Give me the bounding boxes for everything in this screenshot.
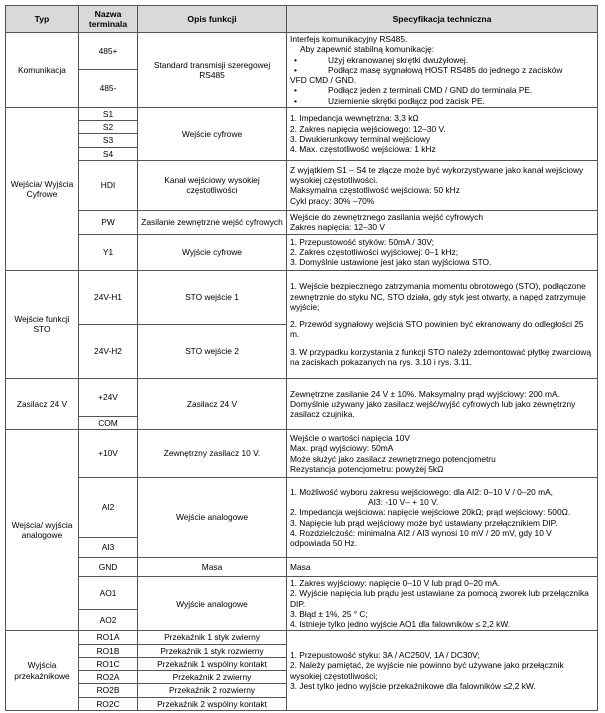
desc-ao: Wyjście analogowe [138,577,287,631]
table-row [6,270,598,324]
terminal-485plus: 485+ [79,33,138,70]
terminal-gnd: GND [79,558,138,577]
spec-line: 1. Przepustowość styków: 50mA / 30V; [290,236,434,247]
spec-line: 2. Należy pamiętać, że wyjście nie powinno być używane jako przełącznik wysokiej częstotliwości; [290,660,564,681]
terminal-ro1c: RO1C [79,657,138,670]
spec-line: 1. Możliwość wyboru zakresu wejściowego: dla AI2: 0–10 V / 0–20 mA, [290,486,554,497]
spec-line: 2. Przewód sygnałowy wejścia STO powinien być ekranowany do odległości 25 m. [290,319,584,340]
spec-pw [287,210,598,234]
terminal-s1: S1 [79,107,138,120]
terminal-ro1b: RO1B [79,644,138,657]
spec-line: Aby zapewnić stabilną komunikację: [300,44,435,55]
table-row [6,210,598,234]
spec-ai [287,478,598,558]
spec-line: 2. Zakres napięcia wejściowego: 12–30 V. [290,123,446,134]
type-wejscia-cyfrowe: Wejścia/ Wyjścia Cyfrowe [6,107,79,270]
desc-y1: Wyjście cyfrowe [138,234,287,270]
table-header-row [6,6,598,33]
spec-line: Z wyjątkiem S1 – S4 te złącze może być wykorzystywane jako kanał wejściowy wysokiej częstotliwości. [290,164,584,185]
type-analogowe: Wejścia/ wyjścia analogowe [6,430,79,631]
desc-plus10v: Zewnętrzny zasilacz 10 V. [138,430,287,478]
terminal-spec-table [5,5,598,711]
desc-sto-1: STO wejście 1 [138,270,287,324]
desc-wejscie-cyfrowe: Wejście cyfrowe [138,107,287,160]
type-komunikacja: Komunikacja [6,33,79,108]
desc-ro2b: Przekaźnik 2 rozwierny [138,684,287,697]
spec-line: 2. Impedancja wejściowa: napięcie wejściowe 20kΩ; prąd wejściowy: 500Ω. [290,507,571,518]
type-sto: Wejście funkcji STO [6,270,79,378]
spec-rs485 [287,33,598,108]
spec-line: AI3: -10 V– + 10 V. [368,497,439,507]
terminal-ro2b: RO2B [79,684,138,697]
desc-ro1a: Przekaźnik 1 styk zwierny [138,631,287,644]
terminal-ro1a: RO1A [79,631,138,644]
table-row [6,107,598,120]
spec-line: 4. Rozdzielczość: minimalna AI2 / AI3 wynosi 10 mV / 20 mV, gdy 10 V odpowiada 50 Hz. [290,527,552,548]
spec-zasilacz [287,378,598,429]
terminal-24v-h2: 24V-H2 [79,324,138,378]
spec-line: 1. Zakres wyjściowy: napięcie 0–10 V lub prąd 0–20 mA. [290,578,500,588]
table-row [6,160,598,210]
spec-plus10v [287,430,598,478]
spec-gnd: Masa [287,558,598,577]
terminal-s2: S2 [79,121,138,134]
desc-rs485: Standard transmisji szeregowej RS485 [138,33,287,108]
header-nazwa: Nazwa terminala [79,6,138,33]
spec-line: Zakres napięcia: 12–30 V [290,222,385,233]
spec-line: Max. prąd wyjściowy: 50mA [290,443,394,454]
terminal-plus24v: +24V [79,378,138,416]
spec-bullet: • Uziemienie skrętki podłącz pod zacisk PE. [290,96,594,106]
spec-line: 3. W przypadku korzystania z funkcji STO należy zdemontować płytkę zwarciową na zaciskach pokazanych na rys. 3.10 i rys. 3.11. [290,346,592,367]
spec-line: 3. Napięcie lub prąd wejściowy może być ustawiany przełącznikiem DIP. [290,517,558,528]
spec-line: 3. Dwukierunkowy terminal wejściowy [290,133,431,144]
header-opis: Opis funkcji [138,6,287,33]
spec-bullet: • Podłącz jeden z terminali CMD / GND do terminala PE. [290,85,594,95]
spec-line: 3. Jest tylko jedno wyjście przekaźnikowe dla falowników ≤2,2 kW. [290,680,536,691]
spec-line: Rezystancja potencjometru: powyżej 5kΩ [290,463,444,474]
desc-zasilacz: Zasilacz 24 V [138,378,287,429]
spec-hdi [287,160,598,210]
spec-line: Wejście do zewnętrznego zasilania wejść cyfrowych [290,212,484,222]
spacer [290,312,594,319]
spec-przekaznik [287,631,598,711]
spec-s-inputs [287,107,598,160]
spec-sto [287,270,598,378]
table-row [6,430,598,478]
spec-bullet: • Użyj ekranowanej skrętki dwużyłowej. [290,55,594,65]
spec-line: 4. Istnieje tylko jedno wyjście AO1 dla falowników ≤ 2,2 kW. [290,619,511,629]
table-row [6,478,598,538]
terminal-y1: Y1 [79,234,138,270]
table-row [6,378,598,416]
terminal-24v-h1: 24V-H1 [79,270,138,324]
spec-line: Maksymalna częstotliwość wejściowa: 50 kHz [290,185,460,196]
desc-ro1b: Przekaźnik 1 styk rozwierny [138,644,287,657]
spec-line: 4. Max. częstotliwość wejściowa: 1 kHz [290,144,436,154]
spec-line: Interfejs komunikacyjny RS485. [290,34,408,44]
terminal-ro2a: RO2A [79,671,138,684]
terminal-pw: PW [79,210,138,234]
terminal-com: COM [79,416,138,429]
spec-line: Domyślnie używany jako zasilacz wejść/wyjść cyfrowych lub jako zewnętrzny zasilacz czujnika. [290,398,576,419]
spec-line: Zewnętrzne zasilanie 24 V ± 10%. Maksymalny prąd wyjściowy: 200 mA. [290,388,560,399]
desc-sto-2: STO wejście 2 [138,324,287,378]
terminal-ao2: AO2 [79,609,138,630]
desc-ro2a: Przekaźnik 2 zwierny [138,671,287,684]
table-row [6,234,598,270]
table-row [6,558,598,577]
spec-line: Może służyć jako zasilacz zewnętrznego potencjometru [290,453,496,464]
table-row [6,631,598,644]
spacer [290,340,594,347]
terminal-s4: S4 [79,147,138,160]
terminal-s3: S3 [79,134,138,147]
desc-ro2c: Przekaźnik 2 wspólny kontakt [138,697,287,710]
header-typ: Typ [6,6,79,33]
table-row [6,33,598,70]
spec-line: VFD CMD / GND. [290,75,357,85]
spec-ao [287,577,598,631]
terminal-ai2: AI2 [79,478,138,538]
spec-line: 1. Przepustowość styku: 3A / AC250V, 1A / DC30V; [290,650,480,660]
terminal-plus10v: +10V [79,430,138,478]
desc-ro1c: Przekaźnik 1 wspólny kontakt [138,657,287,670]
terminal-ao1: AO1 [79,577,138,610]
spec-bullet: • Podłącz masę sygnałową HOST RS485 do jednego z zacisków [290,65,594,75]
spec-line: 3. Domyślnie ustawione jest jako stan wyjściowa STO. [290,257,492,268]
desc-hdi: Kanał wejściowy wysokiej częstotliwości [138,160,287,210]
terminal-485minus: 485- [79,70,138,107]
type-przekaznik: Wyjścia przekaźnikowe [6,631,79,711]
spec-line: 2. Zakres częstotliwości wyjściowej: 0–1 kHz; [290,247,459,258]
spec-y1 [287,234,598,270]
table-row [6,577,598,610]
terminal-ro2c: RO2C [79,697,138,710]
header-spec: Specyfikacja techniczna [287,6,598,33]
spec-line: 2. Wyjście napięcia lub prądu jest ustawiane za pomocą zworek lub przełącznika DIP. [290,588,589,609]
spec-line: Cykl pracy: 30% –70% [290,195,375,206]
terminal-ai3: AI3 [79,538,138,558]
desc-pw: Zasilanie zewnętrzne wejść cyfrowych [138,210,287,234]
desc-gnd: Masa [138,558,287,577]
spec-line: 3. Błąd ± 1%, 25 ° C; [290,608,368,619]
terminal-hdi: HDI [79,160,138,210]
spec-line: 1. Wejście bezpiecznego zatrzymania momentu obrotowego (STO), podłączone zewnętrznie do styku NC, STO działa, gdy styk jest otwarty, a napęd zatrzymuje wyjście; [290,281,586,312]
spec-line [290,113,594,123]
desc-ai: Wejście analogowe [138,478,287,558]
spec-text: 1. Impedancja wewnętrzna: 3,3 kΩ [290,113,419,124]
type-zasilacz: Zasilacz 24 V [6,378,79,429]
spec-line: Wejście o wartości napięcia 10V [290,433,410,443]
